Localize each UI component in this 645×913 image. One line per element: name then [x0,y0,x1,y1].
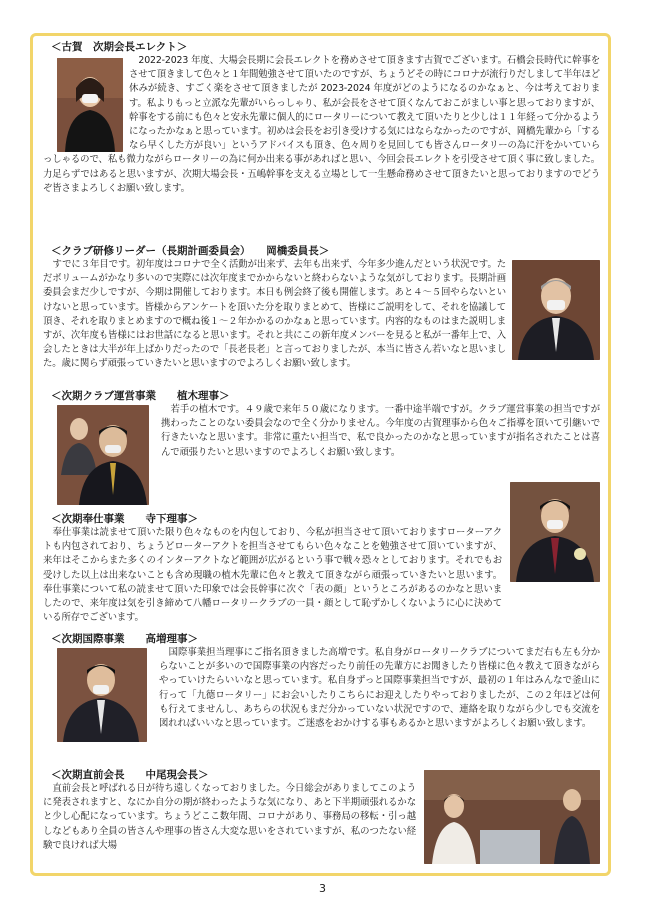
portrait-image [424,770,600,864]
portrait-image [57,58,123,152]
nakao-podium-photo [424,770,600,864]
section-koga [43,40,600,196]
section-paragraph: 奉仕事業は読ませて頂いた限り色々なものを内包しており、今私が担当させて頂いておりますローターアクトも内包されており、ちょうどローターアクトを担当させてもらい色々なことを勉強させて頂いていますが、来年はそこからまた多くのインターアクトなど範囲が広がるという事で戦々恐々としております。それでもお受けした以上は出来ないことも含め現職の植木先輩に色々と教えて頂きながら頑張っていきたいと思います。奉仕事業について私の読ませて頂いた印象では会長幹事に次ぐ「表の顔」というところがあるのかなと思いましたので、来年度は気を引き締めて八幡ロータリークラブの一員・顔として恥ずかしくないように心に決めている所存でございます。 [43,527,502,624]
section-heading: ＜次期直前会長 中尾現会長＞ [51,769,209,781]
portrait-image [512,260,600,360]
section-paragraph: 国際事業担当理事にご指名頂きました高増です。私自身がロータリークラブについてまだ右も左も分からないことが多いので国際事業の内容だったり前任の先輩方にお聞きしたり皆様に色々教えて頂きながらやっていけたらいいなと思っています。私自身ずっと国際事業担当ですが、最初の１年はみんなで釜山に行って「九德ロータリー」にお会いしたりこちらにお迎えしたりやっておりましたが、この２年ほどは何も行えてませんし、あちらの状況もまだ分かっていない状況ですので、連絡を取りながら少しでも交流を図れればいいなと思っています。ご迷惑をおかけする事もあるかと思いますがよろしくお願い致します。 [159,647,600,730]
section-paragraph: すでに３年目です。初年度はコロナで全く活動が出来ず、去年も出来ず、今年多少進んだという状況です。ただボリュームがかなり多いので実際には次年度までかからないと終わらないような気がしております。長期計画委員会まだ少しですが、今期は開催しております。本日も例会終了後も開催します。あと４～５回やらないといけないと思っています。皆様からアンケートを頂いた分を取りまとめて、皆様にご説明をして、それを協議して頂き、それを取りまとめますので概ね後１～２年かかるのかなぁと思っています。内容的なものはまた説明しますが、次年度も皆様にはお世話になると思います。それと共にこの新年度メンバーを見ると私が一番年上で、入会したときは大半が年上ばかりだったので「長老長老」と言っておりましたが、本当に皆さん若いなと思いました。歳に関らず頑張っていきたいと思いますのでよろしくお願い致します。 [43,259,506,370]
ueki-portrait-photo [57,405,149,505]
section-terashita [43,512,600,625]
page-number: 3 [319,882,326,895]
page-frame [30,33,611,876]
section-heading: ＜次期国際事業 高増理事＞ [51,633,198,645]
section-heading: ＜次期奉仕事業 寺下理事＞ [51,513,198,525]
takamasu-portrait-photo [57,648,147,742]
section-paragraph: 2022-2023 年度、大場会長期に会長エレクトを務めさせて頂きます古賀でございます。石橋会長時代に幹事をさせて頂きまして色々と１年間勉強させて頂いたのですが、ちょうどその時にコロナが流行りだしまして半年ほど休みが続き、すごく楽をさせて頂きましたが 2023-2024 年度がどのようになるのかなぁと、今は考えております。私よりもっと立派な先輩がいらっしゃり、私が会長をさせて頂くなんておこがましい事と思っておりますが、幹事をする前にも色々と安永先輩に個人的にロータリーについて教えて頂いたりと少しは１１年経って分かるようになったかなぁと思っています。初めは会長をお引き受けする気にはならなかったのですが、岡橋先輩から「するなら早くした方が良い」というアドバイスも頂き、色々周りを見回しても皆さんロータリーの為に汗をかいていらっしゃるので、私も微力ながらロータリーの為に何か出来る事があればと思い、今回会長エレクトを引受させて頂く事に致しました。力足らずではあると思いますが、次期大場会長・五嶋幹事を支える立場として一生懸命務めさせて頂きたいと思っておりますのでどうぞ皆さまよろしくお願い致します。 [43,55,600,194]
okahashi-portrait-photo [512,260,600,360]
terashita-portrait-photo [510,482,600,582]
portrait-image [57,405,149,505]
section-paragraph: 若手の植木です。４９歳で来年５０歳になります。一番中途半端ですが。クラブ運営事業の担当ですが携わったことのない委員会なので全く分かりません。今年度の古賀理事から色々ご指導を頂いて引継いで行きたいなと思います。非常に重たい担当で、私で良かったのかなと思っていますが指名されたことは喜んで頑張りたいと思いますのでよろしくお願い致します。 [161,404,600,458]
section-heading: ＜クラブ研修リーダー（長期計画委員会） 岡橋委員長＞ [51,245,330,257]
section-heading: ＜次期クラブ運営事業 植木理事＞ [51,390,230,402]
section-nakao [43,768,600,864]
section-takamasu [43,632,600,742]
portrait-image [57,648,147,742]
section-okahashi [43,244,600,372]
section-paragraph: 直前会長と呼ばれる日が待ち遠しくなっておりました。今日総会がありましてこのように発表されますと、なにか自分の期が終わったような気になり、あと下半期頑張れるかなと少し心配になっています。ちょうどここ数年間、コロナがあり、事務局の移転・引っ越しなどもあり全員の皆さんや理事の皆さん大変な思いをされていますが、私のつたない経験で良ければ大場 [43,783,416,851]
koga-portrait-photo [57,58,123,152]
portrait-image [510,482,600,582]
section-heading: ＜古賀 次期会長エレクト＞ [51,41,188,53]
